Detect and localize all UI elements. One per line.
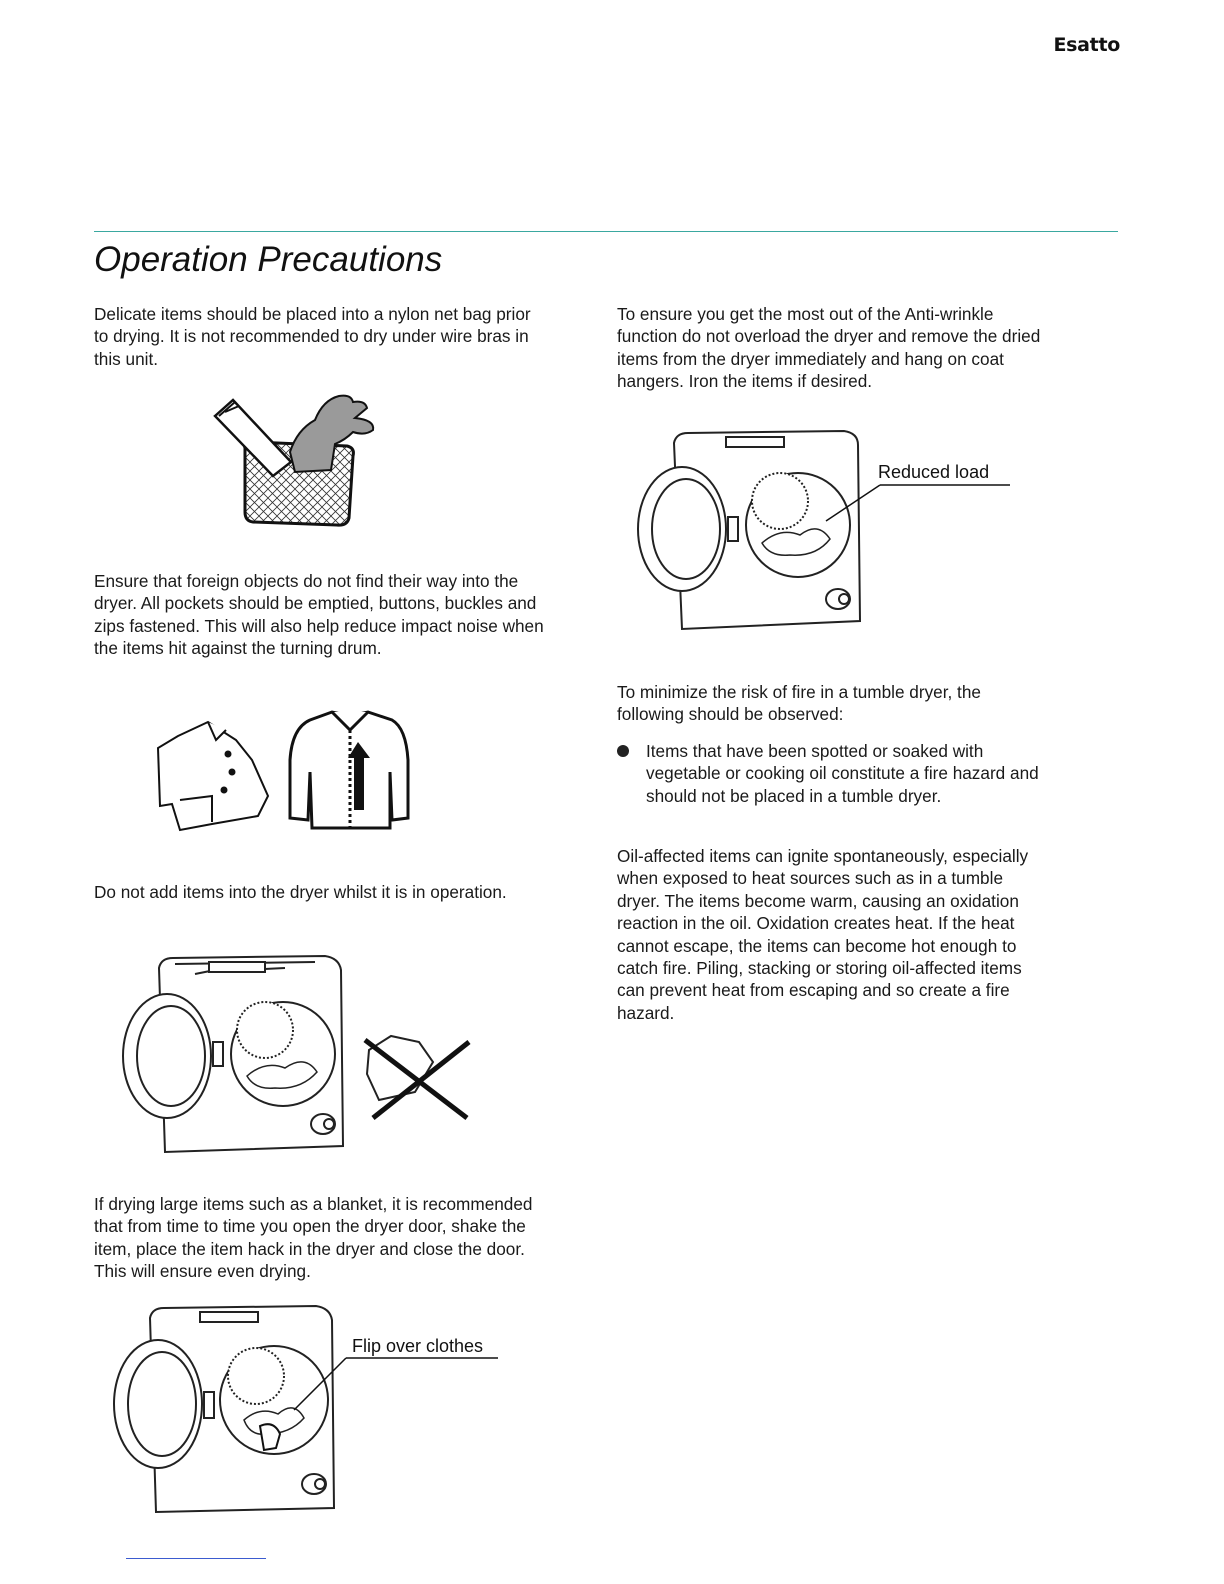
crossed-laundry-icon — [365, 1036, 469, 1118]
large-items-paragraph: If drying large items such as a blanket, it is recommended that from time to time you open the dryer door, shake the item, place the item hack in the dryer and close the door. This will ensure even drying. — [94, 1194, 533, 1282]
page-title: Operation Precautions — [94, 240, 443, 279]
shirt-buttons-icon — [150, 700, 420, 840]
flip-over-callout: Flip over clothes — [352, 1336, 484, 1356]
footer-line — [126, 1558, 266, 1559]
fire-risk-paragraph: To minimize the risk of fire in a tumble dryer, the following should be observed: — [617, 682, 981, 725]
dryer-icon — [115, 950, 475, 1160]
foreign-objects-paragraph: Ensure that foreign objects do not find their way into the dryer. All pockets should be emptied, buttons, buckles and zips fastened. This will also help reduce impact noise when the items hit against the turning drum. — [94, 571, 544, 659]
oil-hazard-bullet — [617, 740, 1047, 807]
anti-wrinkle-paragraph: To ensure you get the most out of the Anti-wrinkle function do not overload the dryer and remove the dried items from the dryer immediately and hang on coat hangers. Iron the items if desired. — [617, 304, 1041, 392]
delicate-items-paragraph: Delicate items should be placed into a nylon net bag prior to drying. It is not recommended to dry under wire bras in this unit. — [94, 304, 531, 369]
brand-logo: Esatto — [1053, 34, 1120, 56]
reduced-load-illustration — [630, 425, 1020, 635]
oil-hazard-text: Items that have been spotted or soaked with vegetable or cooking oil constitute a fire hazard and should not be placed in a tumble dryer. — [646, 741, 1039, 806]
do-not-add-paragraph: Do not add items into the dryer whilst it is in operation. — [94, 882, 507, 902]
oil-ignition-paragraph: Oil-affected items can ignite spontaneously, especially when exposed to heat sources such as in a tumble dryer. The items become warm, causing an oxidation reaction in the oil. Oxidation creates heat. If the heat cannot escape, the items can become hot enough to catch fire. Piling, stacking or storing oil-affected items can prevent heat from escaping and so create a fire hazard. — [617, 846, 1029, 1023]
reduced-load-callout: Reduced load — [878, 462, 990, 482]
flip-clothes-illustration — [108, 1300, 508, 1520]
title-divider — [94, 231, 1118, 232]
bullet-icon — [617, 745, 629, 757]
net-bag-icon — [205, 390, 385, 530]
